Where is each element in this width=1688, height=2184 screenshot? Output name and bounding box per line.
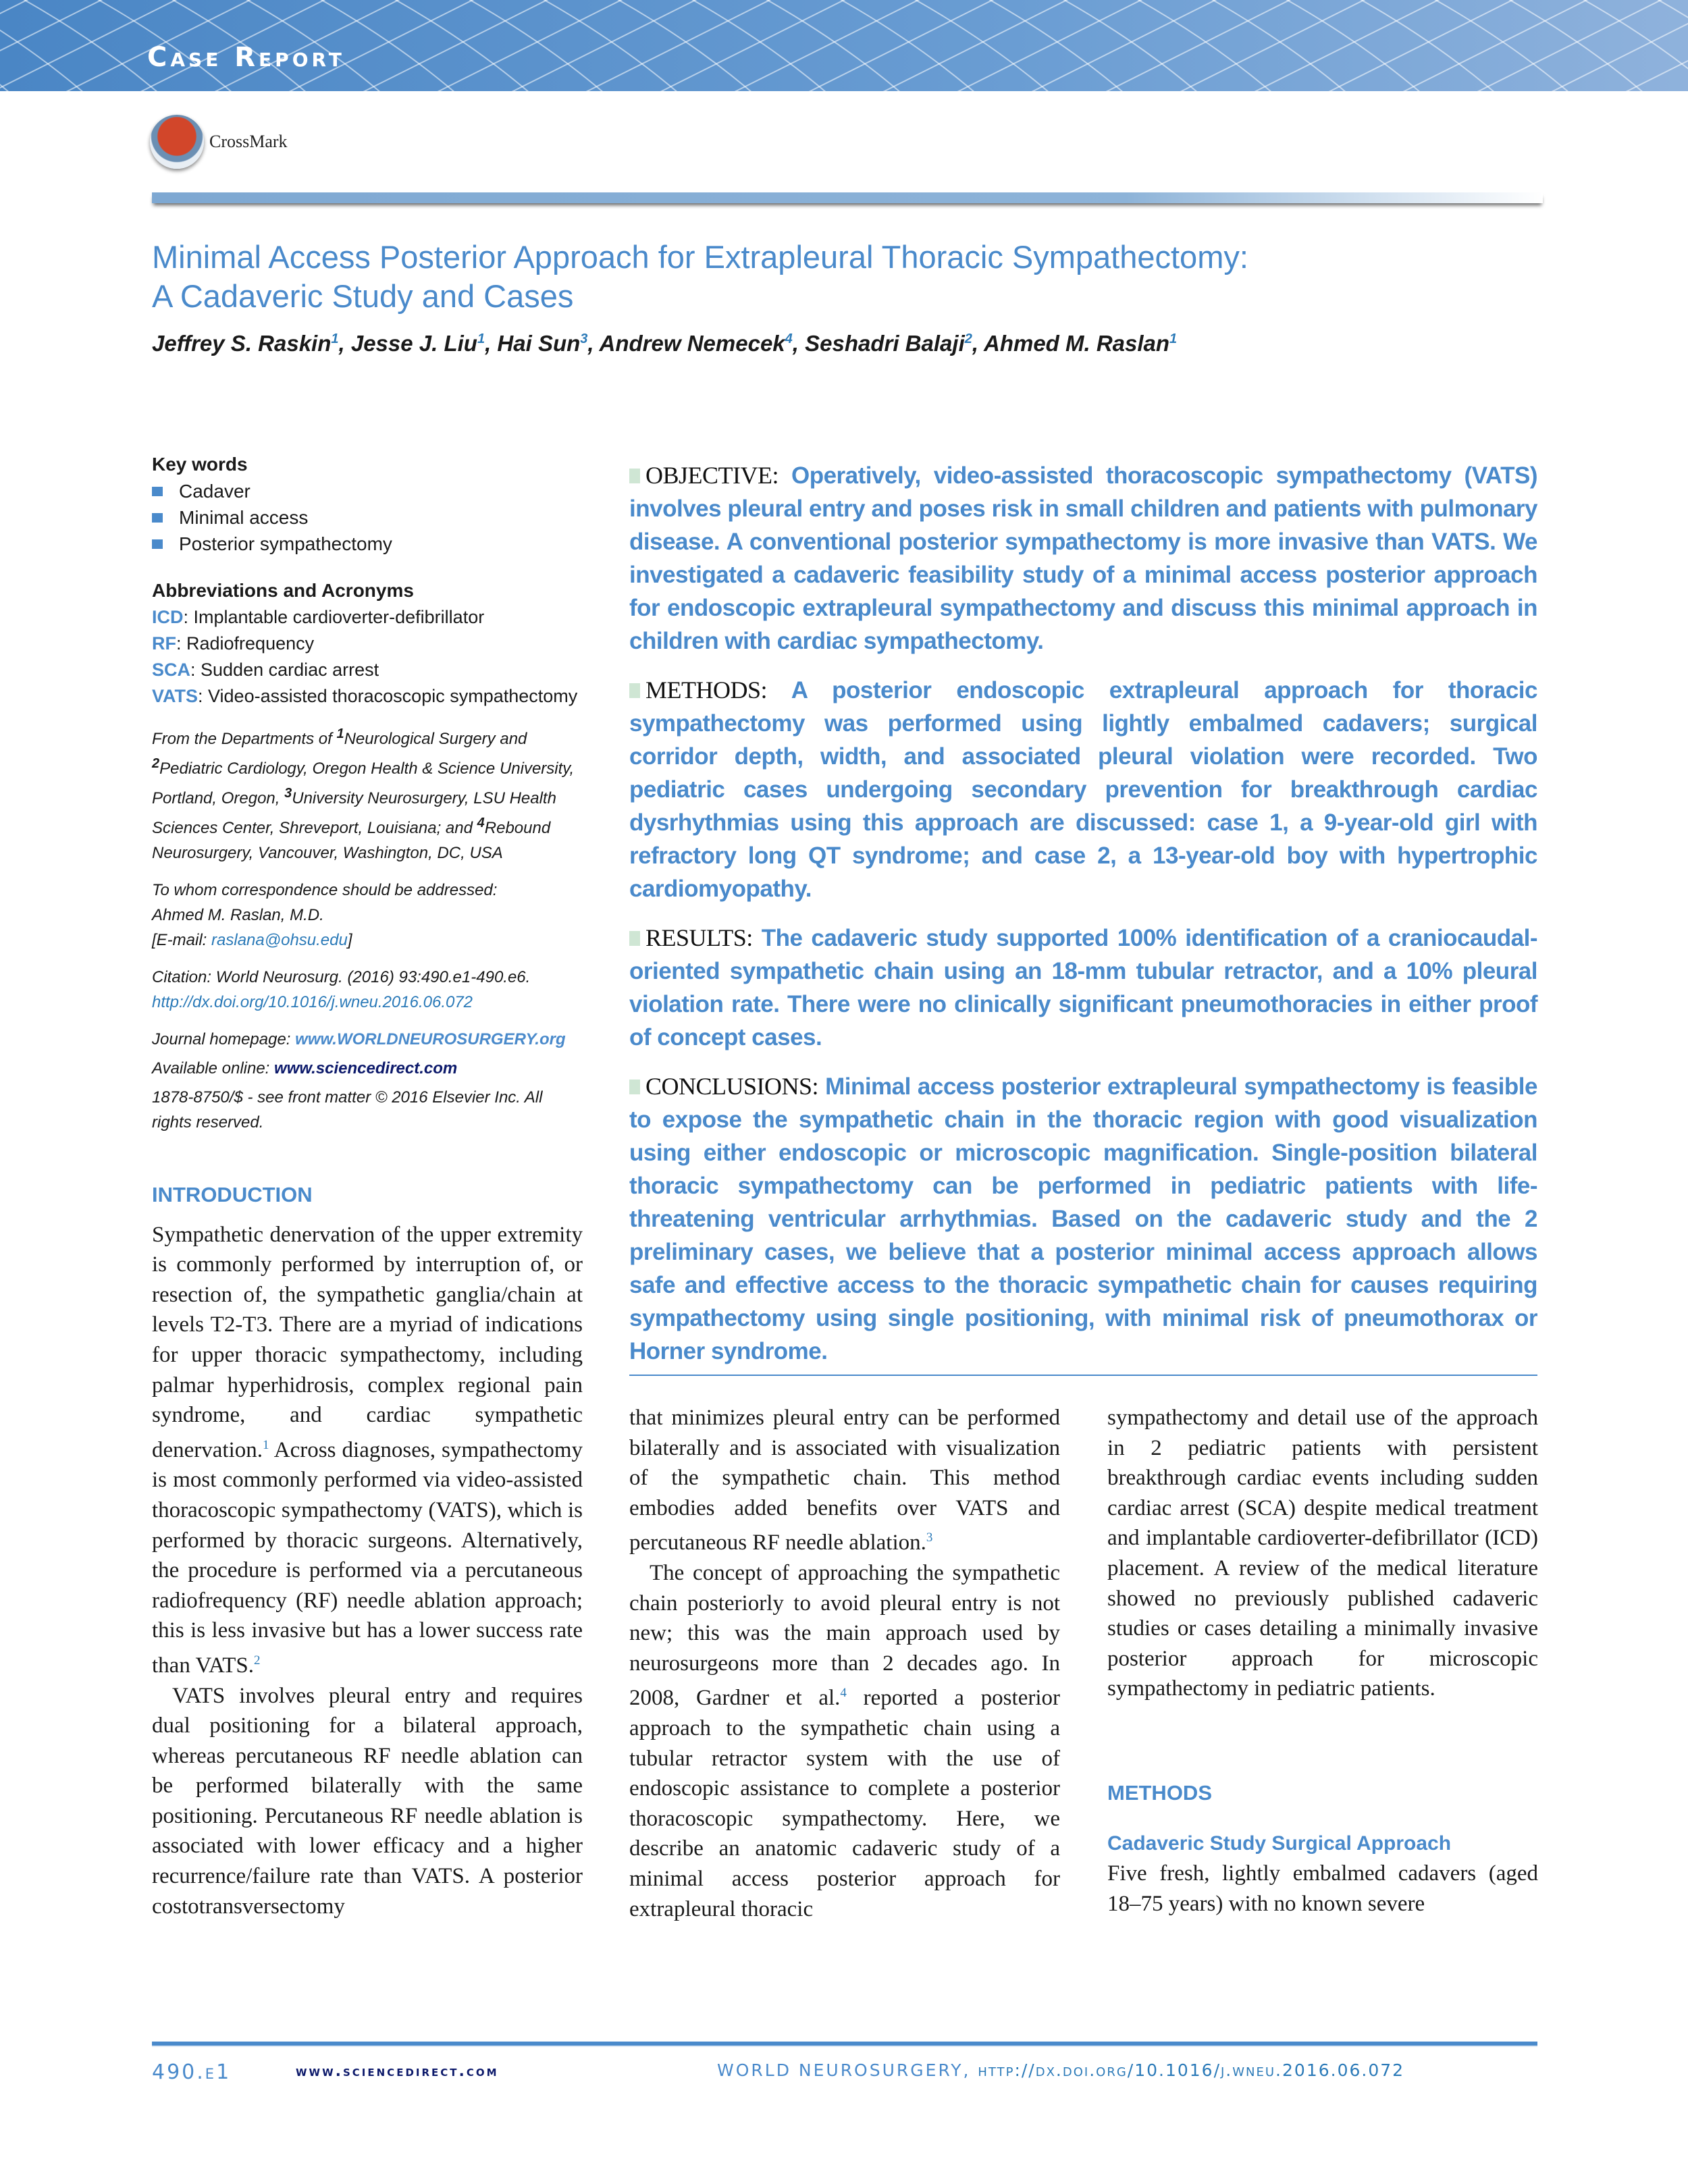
section-label: Case Report [147,42,345,73]
abstract-section [629,1070,1537,1368]
keyword-item [152,531,584,557]
keyword-label: Posterior sympathectomy [179,533,392,554]
author-name: Ahmed M. Raslan [983,331,1170,356]
paragraph: VATS involves pleural entry and requires dual positioning for a bilateral approach, whereas percutaneous RF needle ablation can be performed bilaterally with the same positioning. Percutaneous RF needle ablation is associated with lower efficacy and a higher recurrence/failure rate than VATS. A posterior costotransversectomy [152,1683,583,1919]
available-online: Available online: www.sciencedirect.com [152,1059,458,1077]
abstract-text: Operatively, video-assisted thoracoscopic sympathectomy (VATS) involves pleural entry and poses risk in small children and patients with pulmonary disease. A conventional posterior sympathectomy is more invasive than VATS. We investigated a cadaveric feasibility study of a minimal access posterior approach for endoscopic extrapleural sympathectomy and discuss this minimal approach in children with cardiac sympathectomy. [629,462,1537,654]
title-line: Minimal Access Posterior Approach for Extrapleural Thoracic Sympathectomy: [152,239,1248,275]
abbrev-heading: Abbreviations and Acronyms [152,580,414,601]
introduction-heading: INTRODUCTION [152,1183,313,1206]
article-title [152,238,1570,316]
author-name: Andrew Nemecek [599,331,785,356]
abbreviation: ICD [152,607,184,627]
section-marker-icon [629,1080,640,1094]
abbreviation-item [152,604,584,631]
abstract-section [629,922,1537,1054]
doi-link[interactable]: http://dx.doi.org/10.1016/j.wneu.2016.06.072 [152,993,473,1011]
paragraph: that minimizes pleural entry can be performed bilaterally and is associated with visualization of the sympathetic chain. This method embodies added benefits over VATS and percutaneous RF needle ablation.$^3$ [629,1406,1060,1555]
affiliation-ref[interactable]: 3 [580,331,588,346]
abbreviation-item [152,631,584,657]
methods-heading: METHODS [1107,1780,1212,1805]
citation: Citation: World Neurosurg. (2016) 93:490.e1-490.e6. http://dx.doi.org/10.1016/j.wneu.2016.06.072 [152,968,531,1011]
ref-link[interactable]: 4 [840,1686,847,1701]
keywords-heading: Key words [152,454,248,475]
divider-bar [152,192,1543,203]
abbreviation: SCA [152,660,191,680]
crossmark-badge[interactable] [150,115,288,169]
abstract-label: OBJECTIVE: [645,462,779,489]
copyright: 1878-8750/$ - see front matter © 2016 Elsevier Inc. All rights reserved. [152,1088,543,1131]
abstract-text: The cadaveric study supported 100% identification of a craniocaudal-oriented sympathetic chain using an 18-mm tubular retractor, and a 10% pleural violation rate. There were no clinically significant pneumothoracies in either proof of concept cases. [629,925,1537,1050]
bullet-icon [152,539,163,549]
definition: : Radiofrequency [176,633,315,654]
subsection-heading: Cadaveric Study Surgical Approach [1107,1832,1452,1855]
abstract-label: METHODS: [645,676,768,703]
abstract-divider [629,1375,1537,1376]
abbreviation-item [152,657,584,683]
affiliation-ref[interactable]: 1 [331,331,339,346]
abstract-label: RESULTS: [645,924,753,951]
homepage-link[interactable]: www.WORLDNEUROSURGERY.org [295,1030,566,1048]
journal-homepage: Journal homepage: www.WORLDNEUROSURGERY.org [152,1030,566,1048]
author-name: Hai Sun [497,331,581,356]
crossmark-icon [150,115,204,169]
abbreviation-item [152,683,584,710]
section-marker-icon [629,469,640,483]
page-number: 490.e1 [152,2060,232,2084]
sidebar [152,454,584,1135]
author-name: Seshadri Balaji [805,331,965,356]
section-marker-icon [629,931,640,946]
paragraph: The concept of approaching the sympathetic chain posteriorly to avoid pleural entry is not new; this was the main approach used by neurosurgeons more than 2 decades ago. In 2008, Gardner et al.$^4$ reported a posterior approach to the sympathetic chain using a tubular retractor system with the use of endoscopic assistance to complete a posterior thoracoscopic sympathectomy. Here, we describe an anatomic cadaveric study of a minimal access posterior approach for extrapleural thoracic [629,1560,1060,1921]
body-column-3 [1107,1403,1538,1919]
abstract-text: Minimal access posterior extrapleural sympathectomy is feasible to expose the sympathetic chain in the thoracic region with good visualization using either endoscopic or microscopic magnification. Single-position bilateral thoracic sympathectomy can be performed in pediatric patients with life-threatening ventricular arrhythmias. Based on the cadaveric study and the 2 preliminary cases, we believe that a posterior minimal access approach allows safe and effective access to the thoracic sympathetic chain for causes requiring sympathectomy using single positioning, with minimal risk of pneumothorax or Horner syndrome. [629,1073,1537,1364]
affiliation-ref[interactable]: 2 [964,331,972,346]
paragraph: sympathectomy and detail use of the approach in 2 pediatric patients with persistent breakthrough cardiac events including sudden cardiac arrest (SCA) despite medical treatment and implantable cardioverter-defibrillator (ICD) placement. A review of the medical literature showed no previously published cadaveric studies or cases detailing a minimally invasive posterior approach for microscopic sympathectomy in pediatric patients. [1107,1406,1538,1701]
abstract-label: CONCLUSIONS: [645,1073,819,1100]
abbreviation: VATS [152,686,199,706]
sciencedirect-link[interactable]: www.sciencedirect.com [274,1059,458,1077]
author-name: Jesse J. Liu [350,331,477,356]
abbreviation: RF [152,633,176,654]
definition: : Sudden cardiac arrest [190,660,379,680]
title-line: A Cadaveric Study and Cases [152,278,574,314]
footer-rule [152,2042,1537,2047]
affiliation-ref[interactable]: 4 [785,331,793,346]
affiliation-ref[interactable]: 1 [477,331,485,346]
ref-link[interactable]: 1 [263,1437,269,1452]
body-column-2 [629,1403,1060,1924]
ref-link[interactable]: 3 [926,1530,933,1545]
section-marker-icon [629,683,640,698]
affiliation-ref[interactable]: 1 [1169,331,1178,346]
abstract-section [629,459,1537,658]
footer-doi-link[interactable]: http://dx.doi.org/10.1016/j.wneu.2016.06.072 [978,2060,1405,2080]
definition: : Video-assisted thoracoscopic sympathectomy [198,686,578,706]
footer-journal: WORLD NEUROSURGERY, http://dx.doi.org/10.1016/j.wneu.2016.06.072 [717,2060,1405,2080]
paragraph: Five fresh, lightly embalmed cadavers (aged 18–75 years) with no known severe [1107,1861,1538,1916]
keyword-item [152,504,584,531]
author-list: Jeffrey S. Raskin$^1$, Jesse J. Liu$^1$, Hai Sun$^3$, Andrew Nemecek$^4$, Seshadri Balaji$^2$, Ahmed M. Raslan$^1$ [152,331,1178,356]
body-column-1 [152,1180,583,1921]
crossmark-label: CrossMark [209,132,288,151]
keyword-label: Cadaver [179,481,250,502]
definition: : Implantable cardioverter-defibrillator [183,607,485,627]
keyword-label: Minimal access [179,507,309,528]
bullet-icon [152,513,163,523]
keyword-item [152,478,584,504]
author-name: Jeffrey S. Raskin [152,331,332,356]
abstract-text: A posterior endoscopic extrapleural approach for thoracic sympathectomy was performed using lightly embalmed cadavers; surgical corridor depth, width, and associated pleural violation were recorded. Two pediatric cases undergoing secondary prevention for breakthrough cardiac dysrhythmias using this approach are discussed: case 1, a 9-year-old girl with refractory long QT syndrome; and case 2, a 13-year-old boy with hypertrophic cardiomyopathy. [629,677,1537,902]
paragraph: Sympathetic denervation of the upper extremity is commonly performed by interruption of, or resection of, the sympathetic ganglia/chain at levels T2-T3. There are a myriad of indications for upper thoracic sympathectomy, including palmar hyperhidrosis, complex regional pain syndrome, and cardiac sympathetic denervation.$^1$ Across diagnoses, sympathectomy is most commonly performed via video-assisted thoracoscopic sympathectomy (VATS), which is performed by thoracic surgeons. Alternatively, the procedure is performed via a percutaneous radiofrequency (RF) needle ablation approach; this is less invasive but has a lower success rate than VATS.$^2$ [152,1222,583,1678]
sciencedirect-footer-link[interactable]: www.sciencedirect.com [296,2063,499,2080]
email-link[interactable]: raslana@ohsu.edu [211,931,348,949]
ref-link[interactable]: 2 [253,1653,261,1668]
abstract [629,459,1537,1384]
affiliations: From the Departments of $^1$Neurological Surgery and $^2$Pediatric Cardiology, Oregon Health & Science University, Portland, Oregon, $^3$University Neurosurgery, LSU Health Sciences Center, Shreveport, Louisiana; and $^4$Rebound Neurosurgery, Vancouver, Washington, DC, USA [152,726,575,862]
correspondence: To whom correspondence should be addressed: Ahmed M. Raslan, M.D. [E-mail: raslana@ohsu.edu] [152,881,498,949]
abstract-section [629,674,1537,905]
bullet-icon [152,487,163,496]
